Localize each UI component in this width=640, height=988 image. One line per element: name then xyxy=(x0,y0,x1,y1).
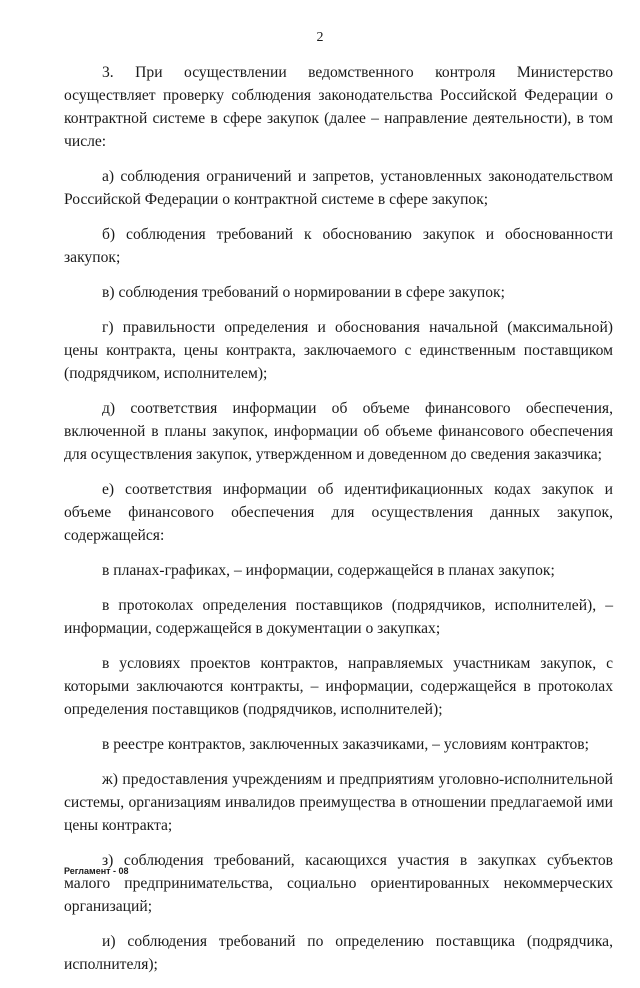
paragraph-e-contract-terms: в условиях проектов контрактов, направляемых участникам закупок, с которыми заключаются контракты, – информации, содержащейся в протоколах определения поставщиков (подрядчиков, исполнителей); xyxy=(64,655,613,718)
paragraph-z: з) соблюдения требований, касающихся участия в закупках субъектов малого предпринимательства, социально ориентированных некоммерческих организаций; xyxy=(64,852,613,915)
paragraph-e-plans: в планах-графиках, – информации, содержащейся в планах закупок; xyxy=(102,562,555,579)
paragraph-e-protocols: в протоколах определения поставщиков (подрядчиков, исполнителей), – информации, содержащейся в документации о закупках; xyxy=(64,597,613,637)
paragraph-g: г) правильности определения и обоснования начальной (максимальной) цены контракта, цены контракта, заключаемого с единственным поставщиком (подрядчиком, исполнителем); xyxy=(64,319,613,382)
paragraph-e: е) соответствия информации об идентификационных кодах закупок и объеме финансового обеспечения для осуществления данных закупок, содержащейся: xyxy=(64,481,613,544)
paragraph-3: 3. При осуществлении ведомственного контроля Министерство осуществляет проверку соблюдения законодательства Российской Федерации о контрактной системе в сфере закупок (далее – направление деятельности), в том числе: xyxy=(64,64,613,150)
paragraph-zh: ж) предоставления учреждениям и предприятиям уголовно-исполнительной системы, организациям инвалидов преимущества в отношении предлагаемой ими цены контракта; xyxy=(64,771,613,834)
paragraph-a: а) соблюдения ограничений и запретов, установленных законодательством Российской Федерации о контрактной системе в сфере закупок; xyxy=(64,168,613,208)
paragraph-b: б) соблюдения требований к обоснованию закупок и обоснованности закупок; xyxy=(64,226,613,266)
paragraph-v: в) соблюдения требований о нормировании в сфере закупок; xyxy=(102,284,505,301)
footer-label: Регламент - 08 xyxy=(64,866,129,876)
document-body xyxy=(64,61,613,988)
paragraph-d: д) соответствия информации об объеме финансового обеспечения, включенной в планы закупок, информации об объеме финансового обеспечения для осуществления закупок, утвержденном и доведенном до сведения заказчика; xyxy=(64,400,613,463)
page-number: 2 xyxy=(316,30,324,45)
paragraph-e-registry: в реестре контрактов, заключенных заказчиками, – условиям контрактов; xyxy=(102,736,589,753)
paragraph-i: и) соблюдения требований по определению поставщика (подрядчика, исполнителя); xyxy=(64,933,613,973)
